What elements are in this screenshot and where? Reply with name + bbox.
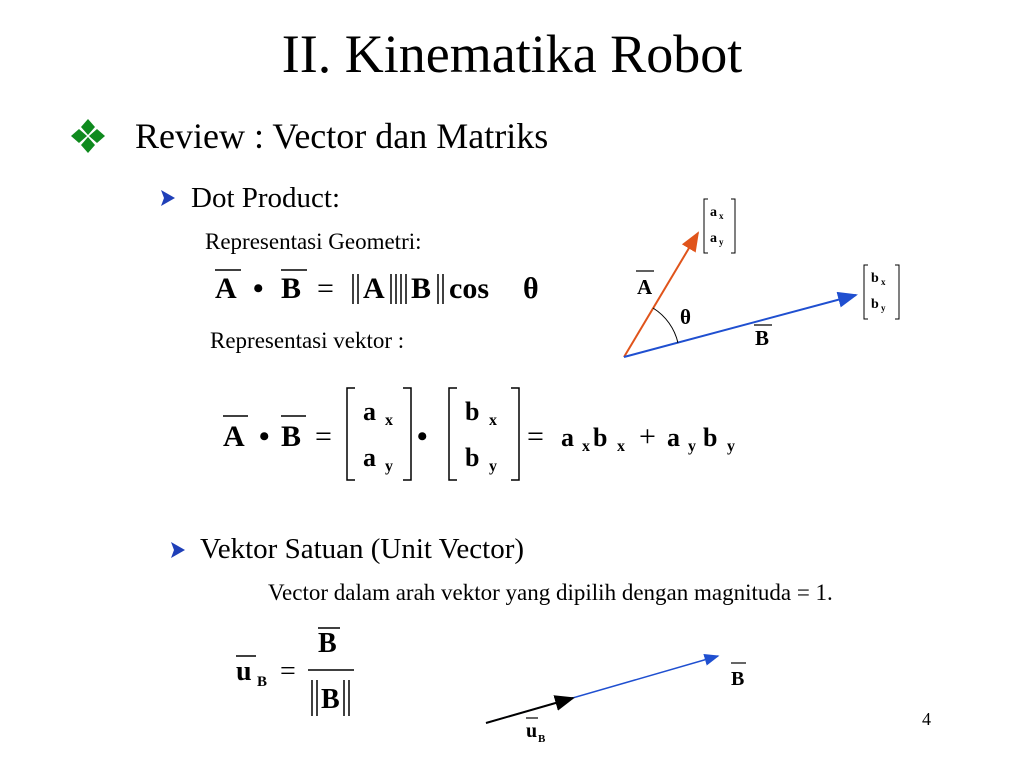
unit-formula-num: B <box>318 628 337 659</box>
matrix-by: b <box>465 443 480 472</box>
vformula-dot2: • <box>417 420 428 453</box>
diagram-label-b: B <box>755 326 770 350</box>
result-bx: b <box>593 423 608 452</box>
diag-matrix-b2: b <box>871 297 879 312</box>
formula-dot: • <box>253 272 264 305</box>
unit-vector-diagram <box>480 645 770 750</box>
matrix-bx-sub: x <box>489 412 497 429</box>
vformula-eq: = <box>315 420 332 453</box>
diag-matrix-a1: a <box>710 205 717 220</box>
unit-diagram-label-u: u <box>526 720 538 742</box>
formula-geometric <box>205 262 565 312</box>
vformula-b: B <box>281 420 302 453</box>
diag-matrix-b1: b <box>871 271 879 286</box>
result-ax: a <box>561 423 574 452</box>
unit-diagram-label-u-sub: B <box>538 733 546 745</box>
formula-norm-b: B <box>411 272 432 305</box>
formula-norm-a: A <box>363 272 385 305</box>
arrow-bullet-icon-2 <box>170 541 186 559</box>
vector-b-line <box>624 295 856 357</box>
result-ay: a <box>667 423 680 452</box>
page-number: 4 <box>922 709 931 729</box>
unit-formula-u: u <box>236 656 252 687</box>
unit-diagram-label-b: B <box>731 668 745 690</box>
unit-formula-u-sub: B <box>257 674 268 690</box>
formula-a: A <box>215 272 237 305</box>
result-bx-sub: x <box>617 438 625 455</box>
result-by-sub: y <box>727 438 735 455</box>
diag-matrix-a2: a <box>710 231 717 246</box>
formula-unit-vector <box>228 620 368 725</box>
matrix-ax: a <box>363 397 376 426</box>
matrix-by-sub: y <box>489 458 497 475</box>
angle-arc <box>653 308 678 343</box>
slide-title: II. Kinematika Robot <box>281 24 743 84</box>
diag-matrix-b2-sub: y <box>881 303 886 313</box>
unit-formula-eq: = <box>280 656 296 687</box>
dot-product-diagram <box>600 195 920 370</box>
result-ay-sub: y <box>688 438 696 455</box>
vformula-a: A <box>223 420 245 453</box>
arrow-bullet-icon <box>160 189 176 207</box>
unit-formula-den: B <box>321 684 340 715</box>
diagram-label-a: A <box>637 275 653 299</box>
formula-cos: cos <box>449 272 489 305</box>
matrix-ay-sub: y <box>385 458 393 475</box>
dot-product-heading: Dot Product: <box>191 182 341 214</box>
formula-theta: θ <box>523 272 539 305</box>
formula-b: B <box>281 272 302 305</box>
result-by: b <box>703 423 718 452</box>
diag-matrix-a2-sub: y <box>719 237 724 247</box>
formula-eq: = <box>317 272 334 305</box>
formula-vector <box>215 382 775 486</box>
unit-vector-heading: Vektor Satuan (Unit Vector) <box>200 533 525 565</box>
vformula-dot: • <box>259 420 270 453</box>
vector-a-line <box>624 233 698 357</box>
bullet-review: Review : Vector dan Matriks <box>135 116 549 156</box>
diag-matrix-b1-sub: x <box>881 277 886 287</box>
vformula-eq2: = <box>527 420 544 453</box>
matrix-bx: b <box>465 397 480 426</box>
diagram-label-theta: θ <box>680 305 691 329</box>
result-ax-sub: x <box>582 438 590 455</box>
result-plus: + <box>639 420 656 453</box>
matrix-ay: a <box>363 443 376 472</box>
vector-label: Representasi vektor : <box>210 328 405 353</box>
geometric-label: Representasi Geometri: <box>205 229 422 254</box>
unit-vector-description: Vector dalam arah vektor yang dipilih dengan magnituda = 1. <box>268 580 833 605</box>
diamond-bullet-icon <box>70 118 106 154</box>
matrix-ax-sub: x <box>385 412 393 429</box>
diag-matrix-a1-sub: x <box>719 211 724 221</box>
